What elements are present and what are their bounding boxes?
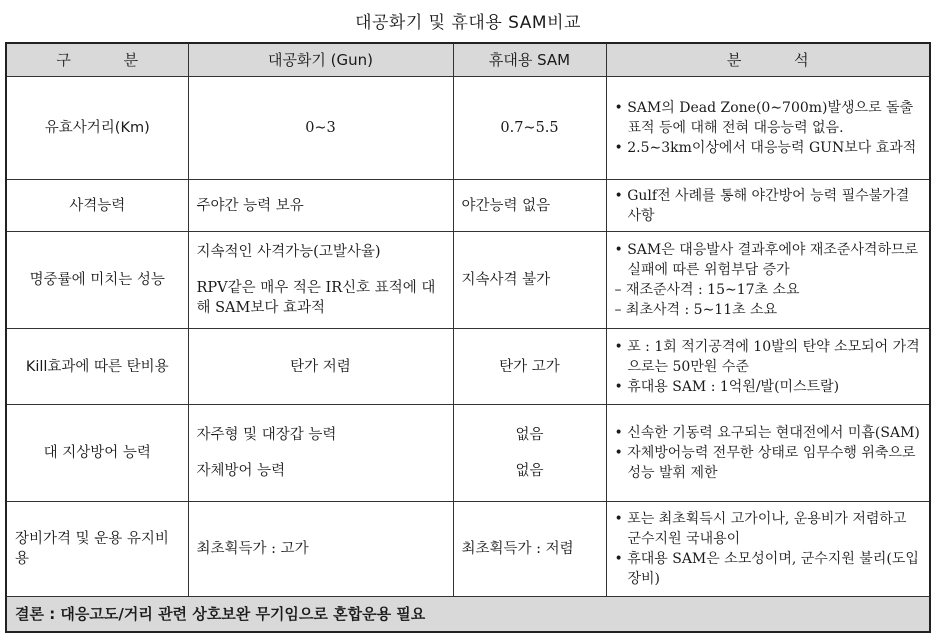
analysis-line: • 포는 최초획득시 고가이나, 운용비가 저렴하고 군수지원 국내용이 xyxy=(614,511,907,547)
analysis-line: • SAM은 대응발사 결과후에야 재조준사격하므로 실패에 따른 위험부담 증가 xyxy=(614,242,919,278)
sam-text: 야간능력 없음 xyxy=(461,197,551,214)
analysis-cell xyxy=(606,329,930,405)
row-category: 명중률에 미치는 성능 xyxy=(6,232,188,329)
sam-cell xyxy=(453,502,606,597)
analysis-subline: – 최초사격 : 5∼11초 소요 xyxy=(614,302,778,318)
analysis-line: • 휴대용 SAM : 1억원/발(미스트랄) xyxy=(614,378,840,395)
comparison-table xyxy=(5,42,931,633)
header-sam: 휴대용 SAM xyxy=(453,43,606,77)
gun-text: 주야간 능력 보유 xyxy=(196,197,304,214)
analysis-line: • SAM의 Dead Zone(0∼700m)발생으로 돌출표적 등에 대해 전혀 대응능력 없음. xyxy=(614,100,914,136)
row-category: 사격능력 xyxy=(6,180,188,232)
analysis-line: • 자체방어능력 전무한 상태로 임무수행 위축으로 성능 발휘 제한 xyxy=(614,445,916,481)
gun-cell xyxy=(188,329,453,405)
conclusion-row xyxy=(6,597,930,633)
sam-text: 탄가 고가 xyxy=(499,358,560,375)
conclusion: 결론 : 대응고도/거리 관련 상호보완 무기임으로 혼합운용 필요 xyxy=(6,597,930,633)
sam-cell xyxy=(453,180,606,232)
header-row xyxy=(6,43,930,77)
sam-cell xyxy=(453,77,606,180)
row-category: Kill효과에 따른 탄비용 xyxy=(6,329,188,405)
gun-text: 0∼3 xyxy=(305,120,336,136)
header-category: 구 분 xyxy=(6,43,188,77)
sam-cell xyxy=(453,405,606,502)
header-gun: 대공화기 (Gun) xyxy=(188,43,453,77)
page-title: 대공화기 및 휴대용 SAM비교 xyxy=(355,13,581,33)
sam-text: 최초획득가 : 저렴 xyxy=(461,541,574,557)
gun-text: 지속적인 사격가능(고발사율) xyxy=(196,244,381,260)
table-row xyxy=(6,329,930,405)
gun-text: 최초획득가 : 고가 xyxy=(196,541,309,557)
gun-cell xyxy=(188,232,453,329)
analysis-line: • 2.5∼3km이상에서 대응능력 GUN보다 효과적 xyxy=(614,140,917,156)
row-category: 대 지상방어 능력 xyxy=(6,405,188,502)
sam-text: 없음 xyxy=(515,463,544,479)
gun-text: 자주형 및 대장갑 능력 xyxy=(196,427,337,443)
sam-text: 0.7∼5.5 xyxy=(500,120,559,136)
row-category: 유효사거리(Km) xyxy=(6,77,188,180)
analysis-cell xyxy=(606,405,930,502)
analysis-line: • 포 : 1회 적기공격에 10발의 탄약 소모되어 가격으로는 50만원 수준 xyxy=(614,338,920,375)
sam-cell xyxy=(453,232,606,329)
analysis-line: • 휴대용 SAM은 소모성이며, 군수지원 불리(도입장비) xyxy=(614,551,919,587)
gun-text: RPV같은 매우 적은 IR신호 표적에 대해 SAM보다 효과적 xyxy=(196,280,436,316)
gun-cell xyxy=(188,77,453,180)
analysis-cell xyxy=(606,180,930,232)
gun-text: 자체방어 능력 xyxy=(196,463,286,479)
table-row xyxy=(6,77,930,180)
header-analysis: 분 석 xyxy=(606,43,930,77)
table-row xyxy=(6,232,930,329)
gun-cell xyxy=(188,405,453,502)
analysis-line: • 신속한 기동력 요구되는 현대전에서 미흡(SAM) xyxy=(614,425,920,441)
row-category: 장비가격 및 운용 유지비용 xyxy=(6,502,188,597)
analysis-line: • Gulf전 사례를 통해 야간방어 능력 필수불가결 사항 xyxy=(614,187,910,224)
analysis-cell xyxy=(606,502,930,597)
table-row xyxy=(6,405,930,502)
gun-text: 탄가 저렴 xyxy=(290,358,351,375)
table-row xyxy=(6,180,930,232)
sam-text: 지속사격 불가 xyxy=(461,272,551,288)
table-row xyxy=(6,502,930,597)
gun-cell xyxy=(188,502,453,597)
analysis-cell xyxy=(606,232,930,329)
sam-cell xyxy=(453,329,606,405)
analysis-cell xyxy=(606,77,930,180)
sam-text: 없음 xyxy=(515,427,544,443)
gun-cell xyxy=(188,180,453,232)
analysis-subline: – 재조준사격 : 15∼17초 소요 xyxy=(614,282,800,298)
